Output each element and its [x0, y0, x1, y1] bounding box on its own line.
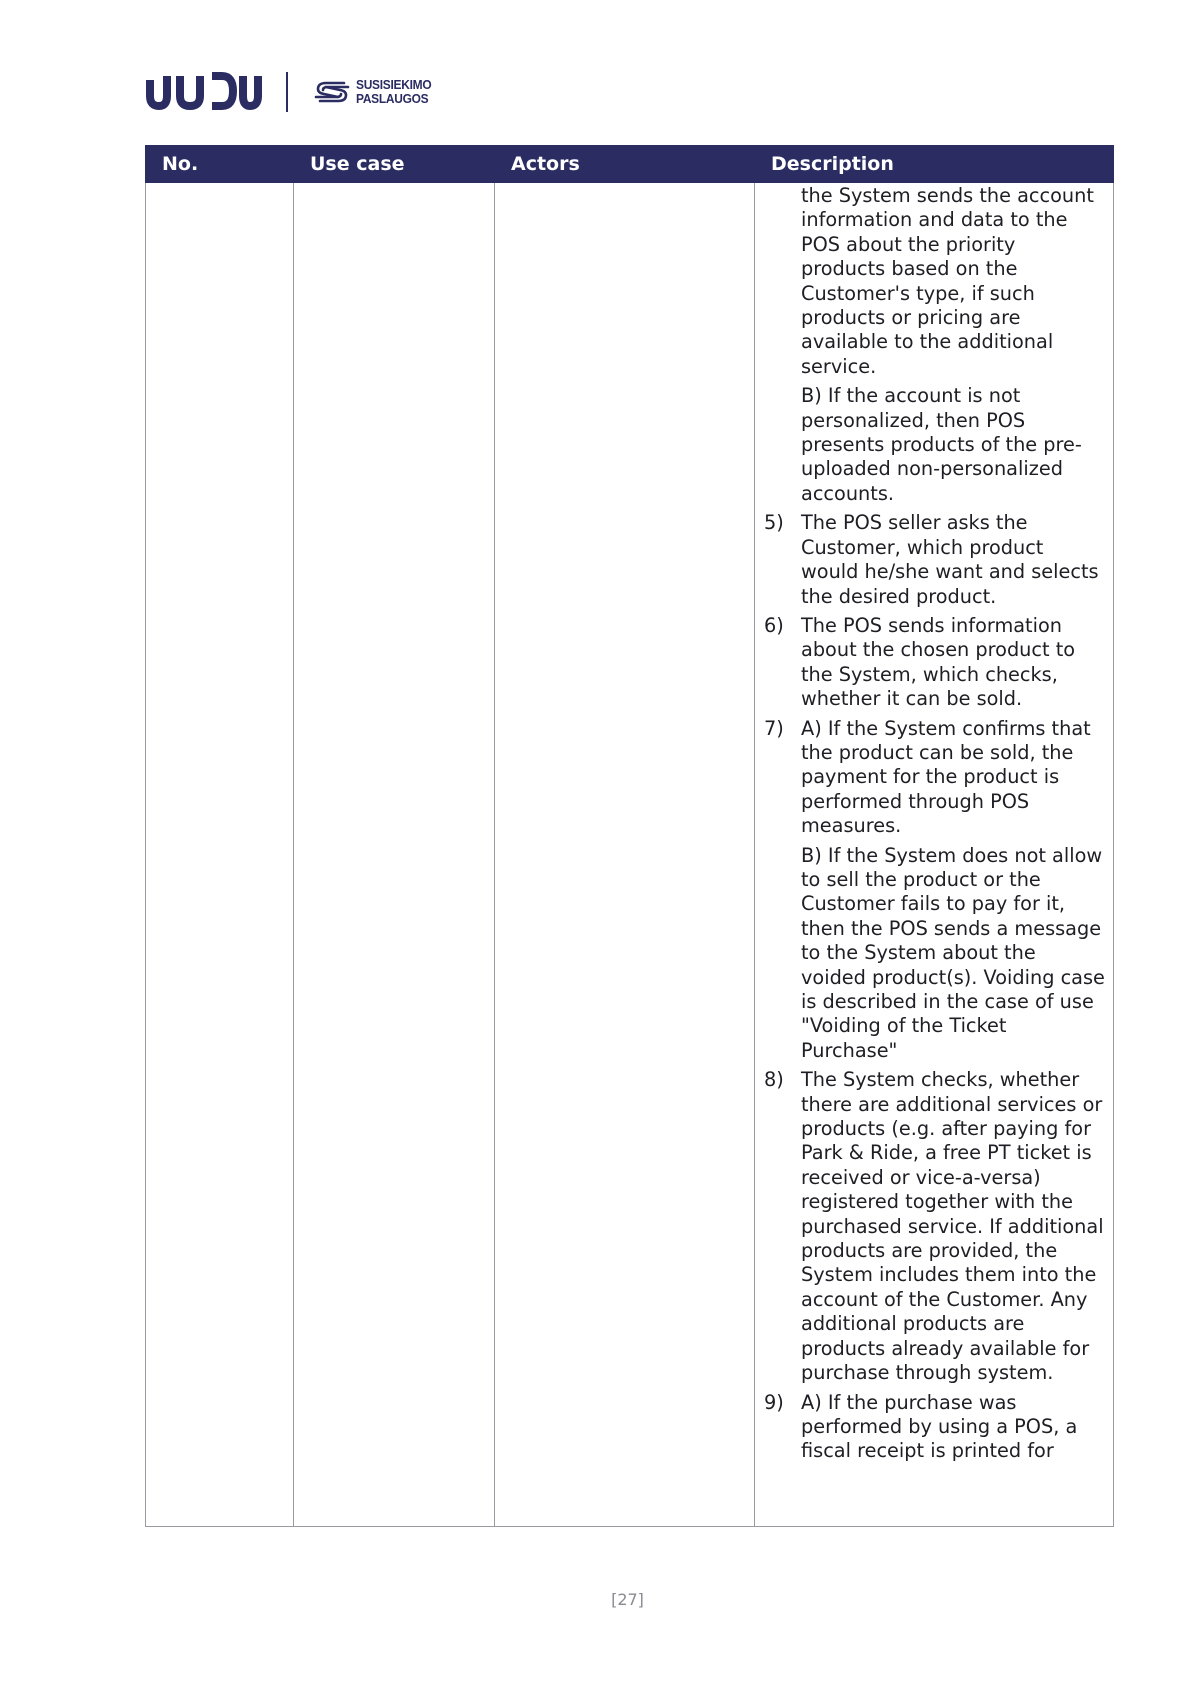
judu-logo [144, 72, 262, 112]
column-header-no: No. [146, 146, 294, 183]
table-row [146, 183, 1114, 1527]
description-item [764, 844, 1105, 1064]
use-case-table [145, 145, 1114, 1527]
column-header-description: Description [755, 146, 1114, 183]
item-number [764, 844, 801, 1064]
logo-divider [286, 72, 288, 112]
cell-description [755, 183, 1114, 1527]
item-number [764, 184, 801, 379]
description-item [764, 511, 1105, 609]
cell-actors [495, 183, 755, 1527]
sp-swirl-icon [314, 77, 350, 107]
item-text: B) If the account is not personalized, then POS presents products of the pre-uploaded non-personalized accounts. [801, 384, 1082, 505]
item-text: A) If the System confirms that the product can be sold, the payment for the product is performed through POS measures. [801, 716, 1091, 838]
judu-logo-mark [144, 72, 262, 112]
cell-no [146, 183, 294, 1527]
description-item [764, 717, 1105, 839]
page-number: [27] [611, 1590, 644, 1609]
item-number: 7) [764, 716, 784, 740]
column-header-actors: Actors [495, 146, 755, 183]
description-item [764, 384, 1105, 506]
item-text: the System sends the account information and data to the POS about the priority products based on the Customer's type, if such products or pricing are available to the additional service. [801, 184, 1094, 378]
susisiekimo-paslaugos-logo [314, 77, 438, 107]
description-item [764, 1391, 1105, 1464]
cell-use-case [294, 183, 495, 1527]
item-text: The System checks, whether there are additional services or products (e.g. after paying for Park & Ride, a free PT ticket is received or vice-a-versa) registered together with the purchased service. If additional products are provided, the System includes them into the account of the Customer. Any additional products are products already available for purchase through system. [801, 1068, 1104, 1385]
item-number: 5) [764, 511, 784, 535]
sp-logo-line2: PASLAUGOS [356, 91, 429, 106]
description-item [764, 184, 1105, 379]
column-header-use-case: Use case [294, 146, 495, 183]
item-text: The POS seller asks the Customer, which product would he/she want and selects the desired product. [801, 511, 1099, 608]
item-number: 8) [764, 1068, 784, 1092]
item-text: B) If the System does not allow to sell the product or the Customer fails to pay for it, then the POS sends a message to the System about the voided product(s). Voiding case is described in the case of use "Voiding of the Ticket Purchase" [801, 843, 1105, 1062]
sp-logo-text [356, 78, 431, 106]
item-text: The POS sends information about the chosen product to the System, which checks, whether it can be sold. [801, 613, 1076, 711]
description-item [764, 614, 1105, 712]
description-list [764, 184, 1105, 1464]
sp-logo-line1: SUSISIEKIMO [356, 77, 432, 92]
table-header-row [146, 146, 1114, 183]
item-text: A) If the purchase was performed by using a POS, a fiscal receipt is printed for [801, 1390, 1078, 1463]
item-number [764, 384, 801, 506]
header-logos [144, 68, 438, 116]
item-number: 6) [764, 613, 784, 637]
description-item [764, 1068, 1105, 1385]
item-number: 9) [764, 1390, 784, 1414]
